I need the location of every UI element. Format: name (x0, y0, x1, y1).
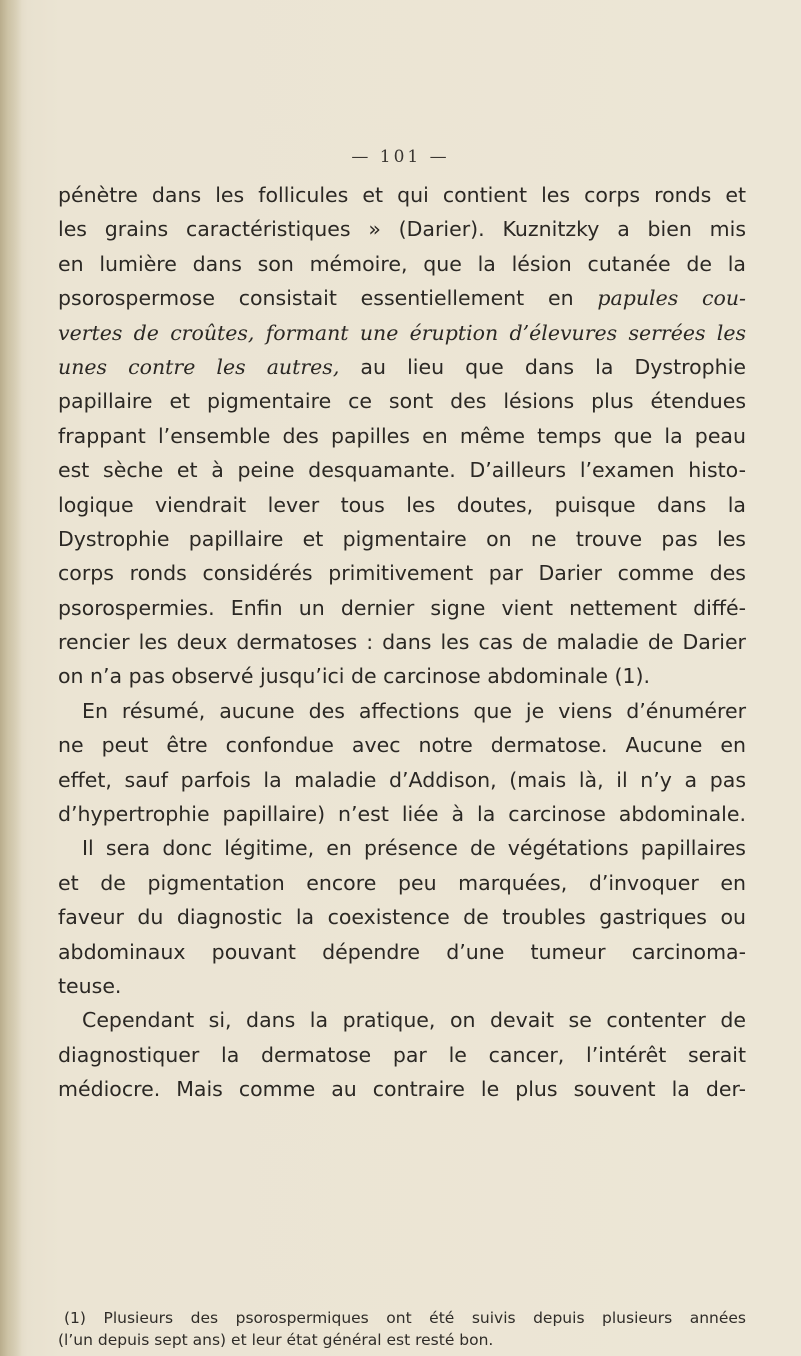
text-line (58, 281, 746, 315)
text-line: on n’a pas observé jusqu’ici de carcinose abdominale (1). (58, 664, 651, 689)
text-line: teuse. (58, 973, 122, 998)
text-line: papillaire et pigmentaire ce sont des lésions plus étendues (58, 389, 746, 414)
footnote-line: (l’un depuis sept ans) et leur état général est resté bon. (58, 1331, 494, 1349)
footnote-line: (1) Plusieurs des psorospermiques ont été suivis depuis plusieurs années (64, 1309, 746, 1327)
text-line-italic: vertes de croûtes, formant une éruption d’élevures serrées les (58, 320, 746, 345)
text-line: en lumière dans son mémoire, que la lésion cutanée de la (58, 251, 746, 276)
text-line: Il sera donc légitime, en présence de végétations papillaires (82, 836, 746, 861)
text-line: rencier les deux dermatoses : dans les cas de maladie de Darier (58, 630, 746, 655)
text-line: est sèche et à peine desquamante. D’ailleurs l’examen histo- (58, 458, 746, 483)
text-line: les grains caractéristiques » (Darier). Kuznitzky a bien mis (58, 217, 746, 242)
italic-span: papules cou- (597, 286, 746, 311)
text-line: abdominaux pouvant dépendre d’une tumeur carcinoma- (58, 939, 746, 964)
text-line: frappant l’ensemble des papilles en même temps que la peau (58, 423, 746, 448)
text-span: au lieu que dans la Dystrophie (339, 354, 746, 379)
text-line: diagnostiquer la dermatose par le cancer, l’intérêt serait (58, 1042, 746, 1067)
text-line: Cependant si, dans la pratique, on devait se contenter de (82, 1008, 746, 1033)
text-line: Dystrophie papillaire et pigmentaire on ne trouve pas les (58, 526, 746, 551)
text-line: médiocre. Mais comme au contraire le plus souvent la der- (58, 1077, 746, 1102)
text-line: d’hypertrophie papillaire) n’est liée à la carcinose abdominale. (58, 802, 746, 827)
text-line: effet, sauf parfois la maladie d’Addison, (mais là, il n’y a pas (58, 767, 746, 792)
text-line: corps ronds considérés primitivement par Darier comme des (58, 561, 746, 586)
italic-span: unes contre les autres, (58, 354, 340, 379)
text-line: faveur du diagnostic la coexistence de troubles gastriques ou (58, 905, 746, 930)
text-span: psorospermose consistait essentiellement en (58, 286, 574, 311)
text-line: pénètre dans les follicules et qui contient les corps ronds et (58, 183, 746, 207)
footnote (58, 1307, 746, 1351)
text-line: et de pigmentation encore peu marquées, d’invoquer en (58, 870, 746, 895)
page-binding-edge (0, 0, 22, 1356)
text-line: logique viendrait lever tous les doutes, puisque dans la (58, 492, 746, 517)
text-line (58, 350, 746, 384)
text-line: En résumé, aucune des affections que je viens d’énumérer (82, 698, 746, 723)
page-number: — 101 — (351, 147, 450, 167)
body-text (58, 178, 746, 1107)
text-line: psorospermies. Enfin un dernier signe vient nettement diffé- (58, 595, 746, 620)
text-line: ne peut être confondue avec notre dermatose. Aucune en (58, 733, 746, 758)
